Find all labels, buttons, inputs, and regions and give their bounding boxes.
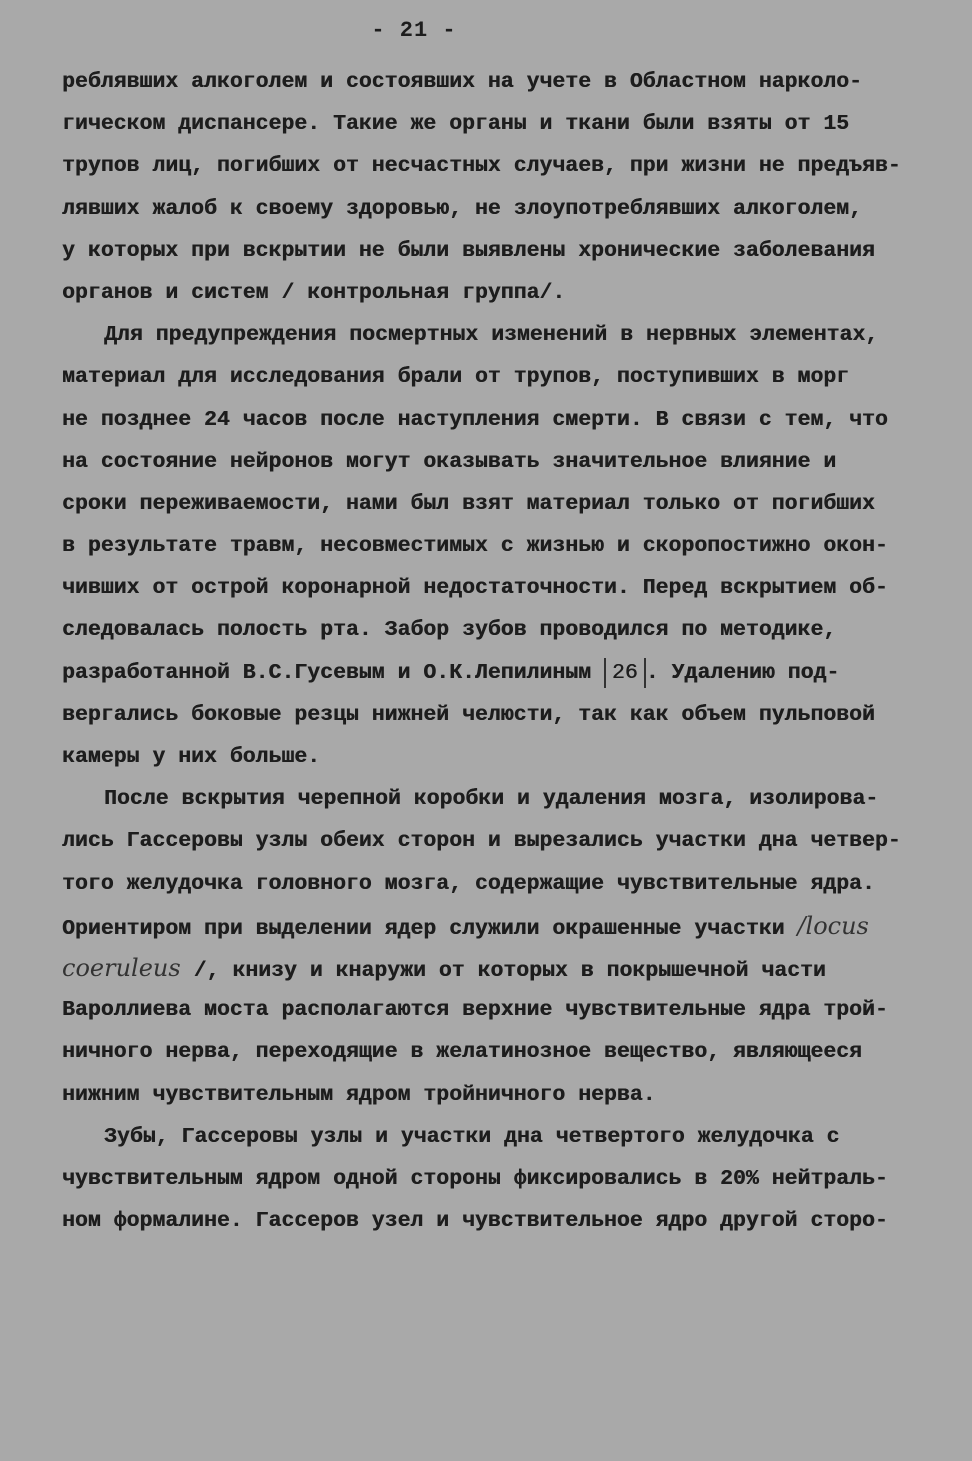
text-line: чувствительным ядром одной стороны фиксировались в 20% нейтраль-	[62, 1166, 888, 1191]
text-line: на состояние нейронов могут оказывать значительное влияние и	[62, 449, 837, 474]
handwritten-note: coeruleus	[62, 953, 181, 982]
text-fragment: Ориентиром при выделении ядер служили окрашенные участки	[62, 916, 785, 941]
text-fragment: разработанной В.С.Гусевым и О.К.Лепилиным	[62, 660, 591, 685]
text-line: следовалась полость рта. Забор зубов проводился по методике,	[62, 618, 837, 643]
text-fragment: книзу и кнаружи от которых в покрышечной части	[232, 958, 826, 983]
text-fragment: /,	[193, 958, 220, 983]
text-line: лись Гассеровы узлы обеих сторон и вырезались участки дна четвер-	[62, 829, 901, 854]
text-line: у которых при вскрытии не были выявлены хронические заболевания	[62, 238, 875, 263]
text-line: Зубы, Гассеровы узлы и участки дна четвертого желудочка с	[104, 1124, 840, 1149]
text-line: После вскрытия черепной коробки и удаления мозга, изолирова-	[104, 787, 879, 812]
text-line: реблявших алкоголем и состоявших на учете в Областном нарколо-	[62, 70, 862, 94]
text-line: камеры у них больше.	[62, 745, 321, 769]
body-text	[62, 61, 902, 1242]
page-number: - 21 -	[371, 18, 457, 43]
text-line-with-handwriting	[62, 947, 902, 989]
text-line-with-handwriting	[62, 905, 902, 947]
text-fragment: . Удалению под-	[645, 660, 840, 685]
text-line: гическом диспансере. Такие же органы и ткани были взяты от 15	[62, 112, 850, 137]
text-line: Вароллиева моста располагаются верхние чувствительные ядра трой-	[62, 998, 888, 1023]
text-line: ничного нерва, переходящие в желатинозное вещество, являющееся	[62, 1040, 862, 1065]
text-line-with-citation	[62, 652, 902, 694]
text-line: Для предупреждения посмертных изменений в нервных элементах,	[104, 323, 879, 348]
text-line: нижним чувствительным ядром тройничного нерва.	[62, 1082, 656, 1107]
text-line: материал для исследования брали от трупов, поступивших в морг	[62, 365, 850, 390]
text-line: вергались боковые резцы нижней челюсти, так как объем пульповой	[62, 702, 875, 727]
text-line: в результате травм, несовместимых с жизнью и скоропостижно окон-	[62, 534, 888, 559]
text-line: лявших жалоб к своему здоровью, не злоупотреблявших алкоголем,	[62, 196, 862, 221]
citation-reference: 26	[604, 658, 646, 688]
text-line: сроки переживаемости, нами был взят материал только от погибших	[62, 491, 875, 516]
text-line: не позднее 24 часов после наступления смерти. В связи с тем, что	[62, 407, 888, 432]
text-line: трупов лиц, погибших от несчастных случаев, при жизни не предъяв-	[62, 154, 901, 179]
text-line: того желудочка головного мозга, содержащие чувствительные ядра.	[62, 871, 875, 896]
text-line: чивших от острой коронарной недостаточности. Перед вскрытием об-	[62, 576, 888, 601]
text-line: ном формалине. Гассеров узел и чувствительное ядро другой сторо-	[62, 1209, 888, 1234]
text-line: органов и систем / контрольная группа/.	[62, 280, 566, 305]
handwritten-note: /locus	[797, 911, 869, 940]
